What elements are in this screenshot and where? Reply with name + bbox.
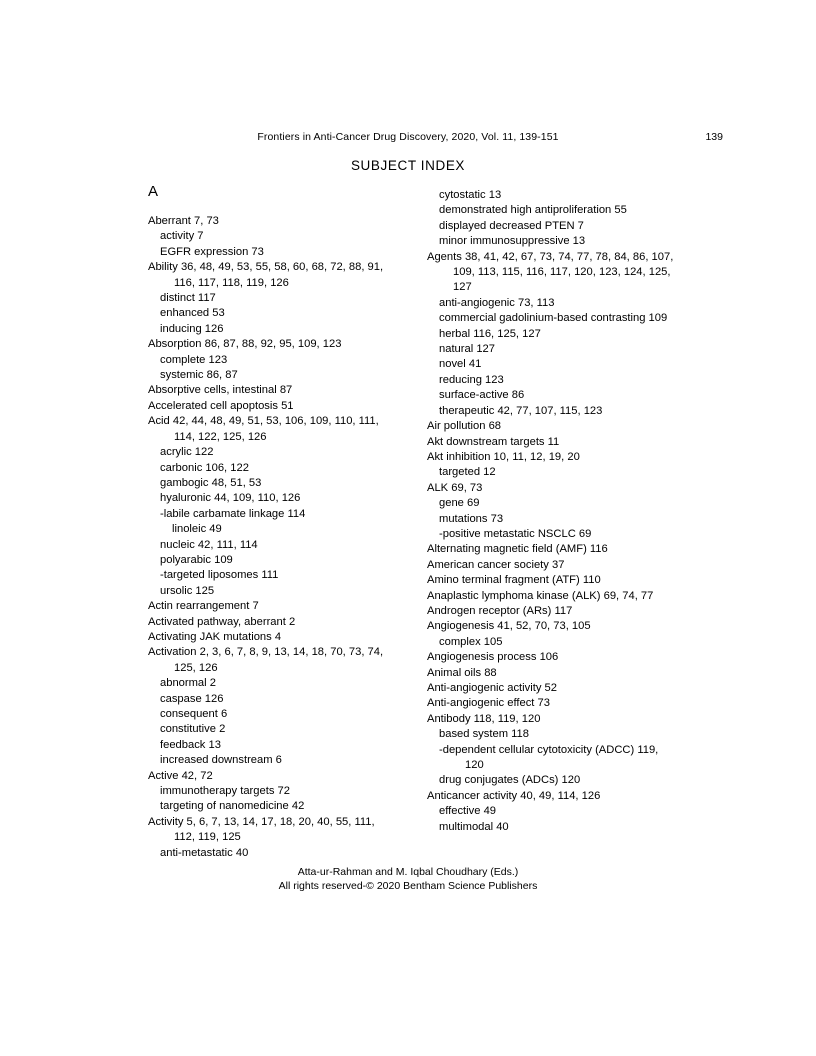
index-entry: effective 49	[439, 805, 497, 818]
index-columns	[148, 188, 676, 861]
index-entry: Anticancer activity 40, 49, 114, 126	[427, 789, 601, 802]
index-entry: Acid 42, 44, 48, 49, 51, 53, 106, 109, 110, 111, 114, 122, 125, 126	[148, 415, 379, 443]
index-entry: gene 69	[439, 497, 480, 510]
footer-copyright: All rights reserved-© 2020 Bentham Science Publishers	[278, 879, 538, 892]
index-entry: herbal 116, 125, 127	[439, 327, 541, 340]
index-entry: surface-active 86	[439, 389, 525, 402]
index-entry: complete 123	[160, 353, 228, 366]
index-entry: consequent 6	[160, 708, 228, 720]
index-entry: immunotherapy targets 72	[160, 785, 290, 798]
index-entry: anti-angiogenic 73, 113	[439, 296, 555, 309]
index-entry: American cancer society 37	[427, 558, 565, 571]
index-entry: activity 7	[160, 230, 204, 243]
letter-heading: A	[148, 183, 159, 200]
index-entry: Animal oils 88	[427, 666, 497, 679]
index-entry: abnormal 2	[160, 677, 216, 690]
index-entry: therapeutic 42, 77, 107, 115, 123	[439, 404, 603, 417]
index-entry: multimodal 40	[439, 820, 509, 833]
index-entry: -dependent cellular cytotoxicity (ADCC) 119, 120	[439, 743, 659, 772]
index-entry: linoleic 49	[172, 523, 222, 536]
index-entry: constitutive 2	[160, 723, 226, 736]
index-entry: acrylic 122	[160, 446, 214, 459]
index-entry: Anti-angiogenic activity 52	[427, 682, 557, 694]
index-entry: commercial gadolinium-based contrasting 109	[439, 312, 668, 325]
index-entry: nucleic 42, 111, 114	[160, 538, 258, 551]
index-entry: Air pollution 68	[427, 420, 502, 433]
index-entry: -positive metastatic NSCLC 69	[439, 527, 592, 540]
index-entry: distinct 117	[160, 292, 216, 305]
index-entry: Akt inhibition 10, 11, 12, 19, 20	[427, 450, 580, 463]
index-entry: ursolic 125	[160, 584, 215, 597]
index-entry: Androgen receptor (ARs) 117	[427, 604, 573, 617]
index-entry: Absorption 86, 87, 88, 92, 95, 109, 123	[148, 338, 342, 351]
index-entry: enhanced 53	[160, 307, 225, 320]
index-entry: targeting of nanomedicine 42	[160, 800, 305, 813]
index-entry: Actin rearrangement 7	[148, 600, 259, 613]
index-entry: Absorptive cells, intestinal 87	[148, 384, 293, 397]
index-entry: Akt downstream targets 11	[427, 435, 560, 448]
index-entry: complex 105	[439, 635, 503, 648]
index-entry: Angiogenesis process 106	[427, 651, 559, 664]
index-entry: Antibody 118, 119, 120	[427, 712, 541, 725]
index-entry: Accelerated cell apoptosis 51	[148, 399, 294, 412]
index-entry: Angiogenesis 41, 52, 70, 73, 105	[427, 620, 591, 633]
index-entry: carbonic 106, 122	[160, 461, 249, 474]
footer-editors: Atta-ur-Rahman and M. Iqbal Choudhary (Eds.)	[297, 866, 519, 878]
index-entry: drug conjugates (ADCs) 120	[439, 774, 581, 787]
index-entry: ALK 69, 73	[427, 481, 483, 494]
index-entry: EGFR expression 73	[160, 245, 264, 258]
index-entry: caspase 126	[160, 692, 224, 705]
index-entry: Amino terminal fragment (ATF) 110	[427, 574, 601, 587]
index-entry: feedback 13	[160, 738, 221, 751]
index-entry: Activated pathway, aberrant 2	[148, 615, 296, 628]
index-entry: targeted 12	[439, 466, 496, 479]
running-head-text: Frontiers in Anti-Cancer Drug Discovery, 2020, Vol. 11, 139-151	[257, 131, 559, 143]
index-entry: polyarabic 109	[160, 553, 233, 566]
index-entry: Active 42, 72	[148, 769, 213, 782]
page-number: 139	[705, 131, 723, 143]
index-entry: Ability 36, 48, 49, 53, 55, 58, 60, 68, 72, 88, 91, 116, 117, 118, 119, 126	[148, 261, 384, 289]
left-column	[148, 188, 397, 861]
index-entry: systemic 86, 87	[160, 369, 238, 382]
index-entry: Activation 2, 3, 6, 7, 8, 9, 13, 14, 18, 70, 73, 74, 125, 126	[148, 646, 384, 674]
page-footer	[0, 866, 816, 893]
index-entry: cytostatic 13	[439, 189, 502, 201]
index-entry: increased downstream 6	[160, 754, 282, 767]
running-head	[0, 131, 816, 143]
index-entry: Activating JAK mutations 4	[148, 630, 282, 643]
index-entry: Activity 5, 6, 7, 13, 14, 17, 18, 20, 40, 55, 111, 112, 119, 125	[148, 815, 375, 844]
index-entry: Agents 38, 41, 42, 67, 73, 74, 77, 78, 84, 86, 107, 109, 113, 115, 116, 117, 120, 123, 124, 125, 127	[427, 250, 674, 294]
index-entry: novel 41	[439, 358, 482, 371]
index-entry: based system 118	[439, 728, 529, 741]
index-entry: hyaluronic 44, 109, 110, 126	[160, 492, 301, 505]
index-entry: demonstrated high antiproliferation 55	[439, 204, 627, 217]
index-entry: Anaplastic lymphoma kinase (ALK) 69, 74, 77	[427, 589, 654, 602]
index-entry: displayed decreased PTEN 7	[439, 219, 584, 232]
right-column	[427, 188, 676, 861]
index-entry: inducing 126	[160, 322, 224, 335]
index-entry: mutations 73	[439, 512, 504, 525]
index-entry: -labile carbamate linkage 114	[160, 507, 306, 520]
index-entry: natural 127	[439, 343, 495, 356]
index-entry: gambogic 48, 51, 53	[160, 476, 262, 489]
index-entry: minor immunosuppressive 13	[439, 235, 586, 248]
index-entry: Aberrant 7, 73	[148, 215, 219, 227]
index-entry: Alternating magnetic field (AMF) 116	[427, 543, 608, 556]
page-title: SUBJECT INDEX	[350, 158, 466, 173]
index-entry: -targeted liposomes 111	[160, 569, 279, 582]
index-entry: reducing 123	[439, 373, 504, 386]
index-entry: Anti-angiogenic effect 73	[427, 697, 550, 710]
index-entry: anti-metastatic 40	[160, 846, 249, 859]
